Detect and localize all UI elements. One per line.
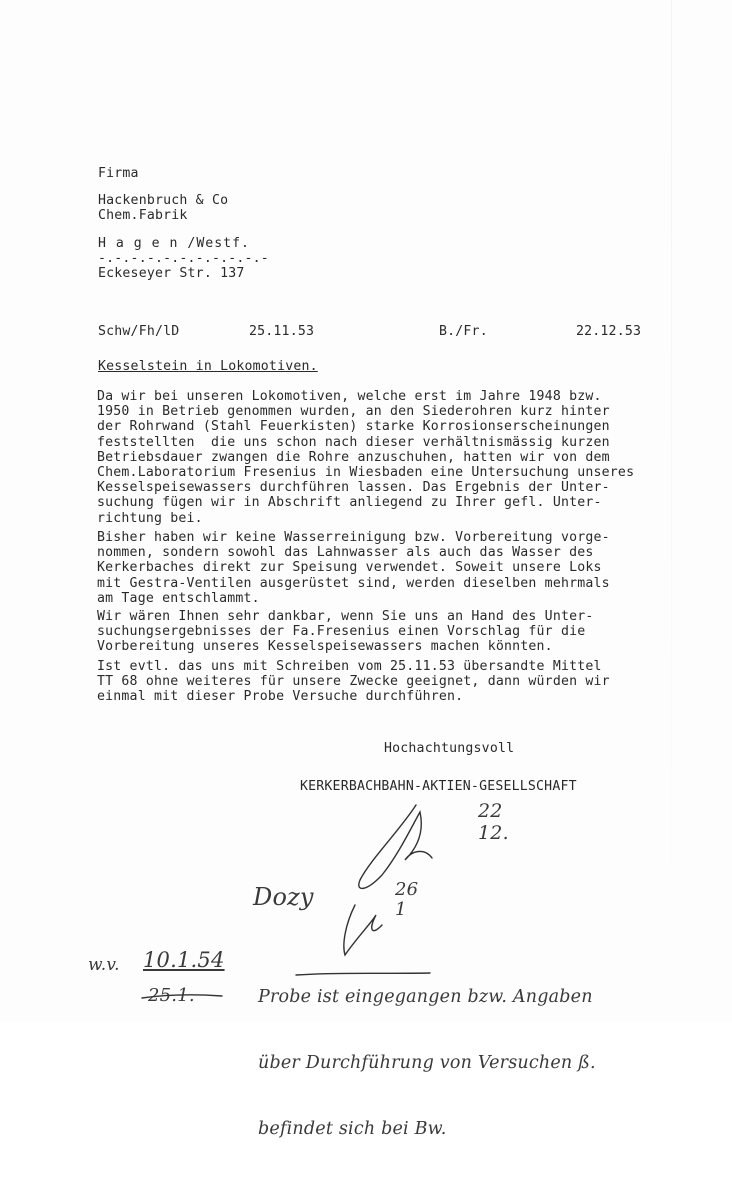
recipient-city: H a g e n /Westf. bbox=[98, 236, 250, 251]
second-signature: Dozy bbox=[253, 883, 314, 911]
closing-greeting: Hochachtungsvoll bbox=[384, 741, 515, 756]
second-signature-date: 26 1 bbox=[395, 879, 419, 920]
their-reference: Schw/Fh/lD bbox=[98, 324, 180, 339]
paragraph-line: Da wir bei unseren Lokomotiven, welche erst im Jahre 1948 bzw. bbox=[97, 389, 602, 404]
paragraph-line: der Rohrwand (Stahl Feuerkisten) starke Korrosionserscheinungen bbox=[97, 419, 610, 435]
recipient-divider: -.-.-.-.-.-.-.-.-.-.- bbox=[98, 251, 269, 266]
paragraph-line: einmal mit dieser Probe Versuche durchführen. bbox=[97, 689, 464, 705]
recipient-name: Hackenbruch & Co bbox=[98, 193, 229, 208]
paragraph-line: Bisher haben wir keine Wasserreinigung bzw. Vorbereitung vorge- bbox=[97, 530, 610, 545]
paragraph-line: suchung fügen wir in Abschrift anliegend zu Ihrer gefl. Unter- bbox=[97, 495, 602, 511]
paragraph-line: suchungsergebnisses der Fa.Fresenius einen Vorschlag für die bbox=[97, 624, 586, 640]
our-date: 22.12.53 bbox=[576, 324, 642, 339]
paragraph-line: mit Gestra-Ventilen ausgerüstet sind, werden dieselben mehrmals bbox=[97, 575, 610, 591]
paragraph-line: am Tage entschlammt. bbox=[97, 590, 260, 606]
paragraph-line: richtung bei. bbox=[97, 510, 203, 526]
paragraph-line: Wir wären Ihnen sehr dankbar, wenn Sie uns an Hand des Unter- bbox=[97, 609, 594, 624]
paragraph-line: Ist evtl. das uns mit Schreiben vom 25.11.53 übersandte Mittel bbox=[97, 659, 602, 674]
company-name: KERKERBACHBAHN-AKTIEN-GESELLSCHAFT bbox=[300, 779, 577, 794]
paragraph-line: Betriebsdauer zwangen die Rohre anzuschuhen, hatten wir von dem bbox=[97, 449, 610, 465]
recipient-street: Eckeseyer Str. 137 bbox=[98, 266, 245, 281]
paragraph-line: Vorbereitung unseres Kesselspeisewassers machen könnten. bbox=[97, 639, 553, 655]
handwritten-note bbox=[258, 942, 596, 1184]
their-date: 25.11.53 bbox=[249, 324, 315, 339]
recipient-firma: Firma bbox=[98, 166, 139, 181]
paragraph-line: 1950 in Betrieb genommen wurden, an den Siederohren kurz hinter bbox=[97, 404, 610, 420]
paragraph-line: TT 68 ohne weiteres für unsere Zwecke geeignet, dann würden wir bbox=[97, 674, 610, 690]
paragraph-line: Kerkerbaches direkt zur Speisung verwendet. Soweit unsere Loks bbox=[97, 560, 602, 576]
note-line: über Durchführung von Versuchen ß. bbox=[258, 1053, 596, 1073]
our-reference: B./Fr. bbox=[439, 324, 488, 339]
recipient-dept: Chem.Fabrik bbox=[98, 208, 188, 223]
wv-date-second: 25.1. bbox=[148, 985, 195, 1006]
signature-date: 22 12. bbox=[478, 800, 509, 844]
paragraph-line: feststellten die uns schon nach dieser verhältnismässig kurzen bbox=[97, 434, 610, 450]
paragraph-line: nommen, sondern sowohl das Lahnwasser als auch das Wasser des bbox=[97, 545, 594, 561]
subject-line: Kesselstein in Lokomotiven. bbox=[98, 359, 318, 374]
wv-label: w.v. bbox=[88, 955, 120, 975]
note-line: Probe ist eingegangen bzw. Angaben bbox=[258, 987, 593, 1007]
wv-date: 10.1.54 bbox=[143, 948, 225, 972]
paragraph-line: Chem.Laboratorium Fresenius in Wiesbaden eine Untersuchung unseres bbox=[97, 465, 635, 481]
note-line: befindet sich bei Bw. bbox=[258, 1119, 447, 1139]
paragraph-line: Kesselspeisewassers durchführen lassen. Das Ergebnis der Unter- bbox=[97, 480, 610, 496]
